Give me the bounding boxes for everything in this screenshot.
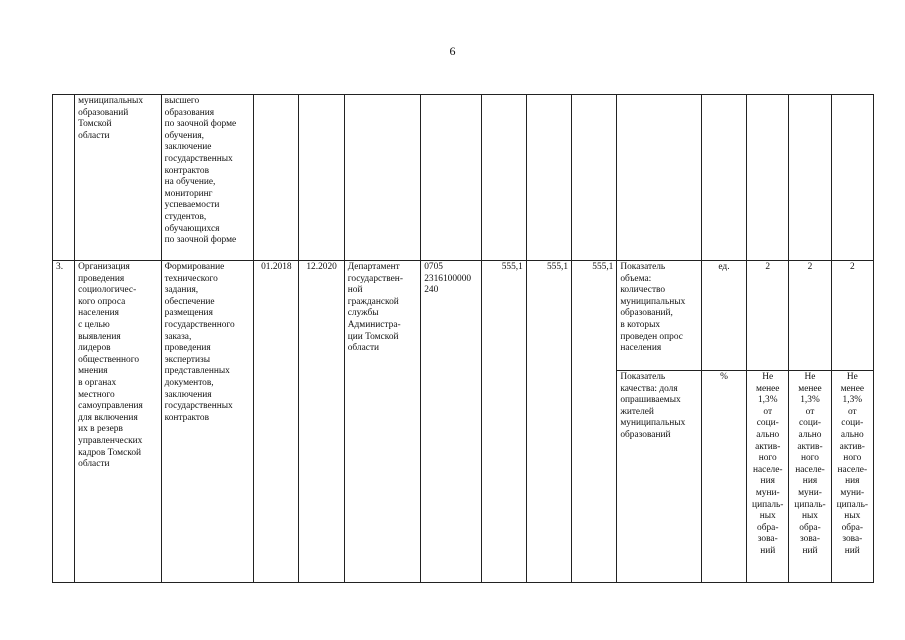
end-date-cell: 12.2020 xyxy=(299,261,344,583)
row-3-indicator-1 xyxy=(53,261,874,371)
cont-value3-cell xyxy=(831,95,873,261)
indicator-quality-unit: % xyxy=(701,371,746,583)
cont-amount1-cell xyxy=(481,95,526,261)
cont-end-cell xyxy=(299,95,344,261)
amount-2-cell: 555,1 xyxy=(526,261,571,583)
event-description-cell: Формирование технического задания, обеспечение размещения государственного заказа, проведения экспертизы представленных документов, заключения государственных контрактов xyxy=(161,261,254,583)
indicator-quality-value-1: Не менее 1,3% от соци- ально актив- ного населе- ния муни- ципаль- ных обра- зова- ний xyxy=(747,371,789,583)
indicator-quality-name: Показатель качества: доля опрашиваемых жителей муниципальных образований xyxy=(617,371,702,583)
indicator-volume-value-1: 2 xyxy=(747,261,789,371)
cont-number-cell xyxy=(53,95,75,261)
indicator-quality-value-3: Не менее 1,3% от соци- ально актив- ного населе- ния муни- ципаль- ных обра- зова- ний xyxy=(831,371,873,583)
cont-recipient-cell: муниципальных образований Томской области xyxy=(75,95,162,261)
event-name-cell: Организация проведения социологичес- кого опроса населения с целью выявления лидеров общественного мнения в органах местного самоуправления для включения их в резерв управленческих кадров Томской области xyxy=(75,261,162,583)
indicator-volume-name: Показатель объема: количество муниципальных образований, в которых проведен опрос населения xyxy=(617,261,702,371)
indicator-volume-value-2: 2 xyxy=(789,261,831,371)
cont-value2-cell xyxy=(789,95,831,261)
cont-amount3-cell xyxy=(572,95,617,261)
amount-3-cell: 555,1 xyxy=(572,261,617,583)
budget-code-cell: 0705 2316100000 240 xyxy=(421,261,481,583)
continuation-row xyxy=(53,95,874,261)
cont-value1-cell xyxy=(747,95,789,261)
program-table xyxy=(52,94,874,583)
cont-indicator-cell xyxy=(617,95,702,261)
indicator-volume-unit: ед. xyxy=(701,261,746,371)
cont-amount2-cell xyxy=(526,95,571,261)
cont-start-cell xyxy=(254,95,299,261)
page-number: 6 xyxy=(449,44,456,58)
cont-executor-cell xyxy=(344,95,420,261)
indicator-volume-value-3: 2 xyxy=(831,261,873,371)
start-date-cell: 01.2018 xyxy=(254,261,299,583)
amount-1-cell: 555,1 xyxy=(481,261,526,583)
cont-description-cell: высшего образования по заочной форме обучения, заключение государственных контрактов на обучение, мониторинг успеваемости студентов, обучающихся по заочной форме xyxy=(161,95,254,261)
row-number-cell: 3. xyxy=(53,261,75,583)
cont-code-cell xyxy=(421,95,481,261)
indicator-quality-value-2: Не менее 1,3% от соци- ально актив- ного населе- ния муни- ципаль- ных обра- зова- ний xyxy=(789,371,831,583)
executor-cell: Департамент государствен- ной гражданской службы Администра- ции Томской области xyxy=(344,261,420,583)
cont-unit-cell xyxy=(701,95,746,261)
